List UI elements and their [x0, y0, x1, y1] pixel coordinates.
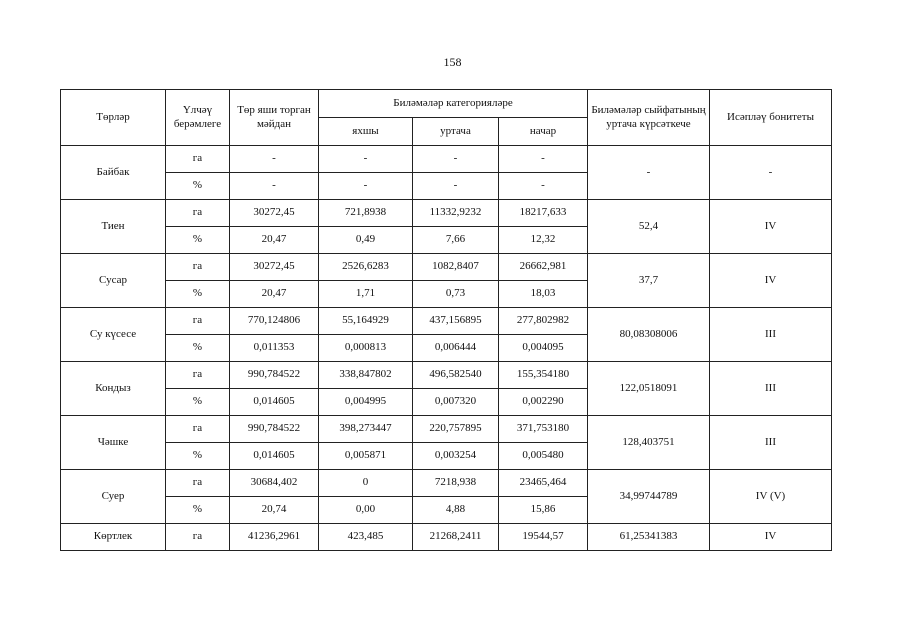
- quality-cell: 122,0518091: [588, 362, 710, 416]
- poor-cell: -: [499, 146, 588, 173]
- area-cell: 770,124806: [230, 308, 319, 335]
- area-cell: 20,74: [230, 497, 319, 524]
- medium-cell: 4,88: [413, 497, 499, 524]
- good-cell: 1,71: [319, 281, 413, 308]
- unit-cell: %: [166, 497, 230, 524]
- bonitet-cell: -: [710, 146, 832, 200]
- good-cell: -: [319, 146, 413, 173]
- unit-cell: %: [166, 443, 230, 470]
- table-row: [61, 146, 832, 173]
- medium-cell: 21268,2411: [413, 524, 499, 551]
- good-cell: 2526,6283: [319, 254, 413, 281]
- quality-cell: 61,25341383: [588, 524, 710, 551]
- unit-cell: %: [166, 227, 230, 254]
- poor-cell: 18217,633: [499, 200, 588, 227]
- area-cell: 20,47: [230, 227, 319, 254]
- area-cell: 990,784522: [230, 416, 319, 443]
- unit-cell: %: [166, 335, 230, 362]
- species-name: Су күсесе: [61, 308, 166, 362]
- medium-cell: 0,007320: [413, 389, 499, 416]
- good-cell: 0: [319, 470, 413, 497]
- table-row: [61, 524, 832, 551]
- area-cell: 41236,2961: [230, 524, 319, 551]
- area-cell: 0,014605: [230, 443, 319, 470]
- poor-cell: 23465,464: [499, 470, 588, 497]
- header-quality: Биләмәләр сыйфатының уртача күрсәткече: [588, 90, 710, 146]
- medium-cell: 0,006444: [413, 335, 499, 362]
- habitat-table: [60, 89, 832, 551]
- good-cell: 0,000813: [319, 335, 413, 362]
- header-bonitet: Исәпләү бонитеты: [710, 90, 832, 146]
- poor-cell: -: [499, 173, 588, 200]
- area-cell: 30272,45: [230, 254, 319, 281]
- bonitet-cell: III: [710, 362, 832, 416]
- table-row: [61, 362, 832, 389]
- good-cell: 398,273447: [319, 416, 413, 443]
- unit-cell: %: [166, 281, 230, 308]
- species-name: Сусар: [61, 254, 166, 308]
- good-cell: 338,847802: [319, 362, 413, 389]
- header-row: [61, 90, 832, 118]
- poor-cell: 0,004095: [499, 335, 588, 362]
- good-cell: 0,00: [319, 497, 413, 524]
- good-cell: 0,004995: [319, 389, 413, 416]
- unit-cell: га: [166, 200, 230, 227]
- header-good: яхшы: [319, 118, 413, 146]
- unit-cell: га: [166, 308, 230, 335]
- species-name: Кондыз: [61, 362, 166, 416]
- area-cell: 0,014605: [230, 389, 319, 416]
- species-name: Чәшке: [61, 416, 166, 470]
- unit-cell: %: [166, 173, 230, 200]
- header-medium: уртача: [413, 118, 499, 146]
- bonitet-cell: IV (V): [710, 470, 832, 524]
- bonitet-cell: IV: [710, 524, 832, 551]
- quality-cell: 128,403751: [588, 416, 710, 470]
- table-row: [61, 308, 832, 335]
- table-row: [61, 470, 832, 497]
- good-cell: 0,005871: [319, 443, 413, 470]
- bonitet-cell: III: [710, 416, 832, 470]
- area-cell: 20,47: [230, 281, 319, 308]
- bonitet-cell: IV: [710, 200, 832, 254]
- header-unit: Үлчәү берәмлеге: [166, 90, 230, 146]
- quality-cell: 37,7: [588, 254, 710, 308]
- area-cell: 30684,402: [230, 470, 319, 497]
- quality-cell: -: [588, 146, 710, 200]
- medium-cell: 220,757895: [413, 416, 499, 443]
- poor-cell: 0,005480: [499, 443, 588, 470]
- species-name: Көртлек: [61, 524, 166, 551]
- medium-cell: 7218,938: [413, 470, 499, 497]
- header-poor: начар: [499, 118, 588, 146]
- area-cell: 990,784522: [230, 362, 319, 389]
- unit-cell: га: [166, 362, 230, 389]
- header-categories: Биләмәләр категорияләре: [319, 90, 588, 118]
- area-cell: -: [230, 173, 319, 200]
- medium-cell: 7,66: [413, 227, 499, 254]
- poor-cell: 26662,981: [499, 254, 588, 281]
- area-cell: 30272,45: [230, 200, 319, 227]
- good-cell: 55,164929: [319, 308, 413, 335]
- unit-cell: га: [166, 470, 230, 497]
- poor-cell: 19544,57: [499, 524, 588, 551]
- medium-cell: 1082,8407: [413, 254, 499, 281]
- area-cell: -: [230, 146, 319, 173]
- unit-cell: га: [166, 146, 230, 173]
- area-cell: 0,011353: [230, 335, 319, 362]
- unit-cell: га: [166, 416, 230, 443]
- poor-cell: 0,002290: [499, 389, 588, 416]
- good-cell: 0,49: [319, 227, 413, 254]
- table-row: [61, 254, 832, 281]
- good-cell: 423,485: [319, 524, 413, 551]
- poor-cell: 18,03: [499, 281, 588, 308]
- bonitet-cell: III: [710, 308, 832, 362]
- unit-cell: га: [166, 524, 230, 551]
- medium-cell: 496,582540: [413, 362, 499, 389]
- page-number: 158: [443, 55, 462, 69]
- poor-cell: 155,354180: [499, 362, 588, 389]
- table-row: [61, 416, 832, 443]
- species-name: Тиен: [61, 200, 166, 254]
- table-row: [61, 200, 832, 227]
- good-cell: -: [319, 173, 413, 200]
- unit-cell: га: [166, 254, 230, 281]
- good-cell: 721,8938: [319, 200, 413, 227]
- bonitet-cell: IV: [710, 254, 832, 308]
- quality-cell: 80,08308006: [588, 308, 710, 362]
- medium-cell: 0,003254: [413, 443, 499, 470]
- medium-cell: 437,156895: [413, 308, 499, 335]
- medium-cell: 11332,9232: [413, 200, 499, 227]
- species-name: Байбак: [61, 146, 166, 200]
- unit-cell: %: [166, 389, 230, 416]
- species-name: Суер: [61, 470, 166, 524]
- medium-cell: -: [413, 173, 499, 200]
- poor-cell: 12,32: [499, 227, 588, 254]
- poor-cell: 371,753180: [499, 416, 588, 443]
- quality-cell: 52,4: [588, 200, 710, 254]
- header-area: Төр яши торган мәйдан: [230, 90, 319, 146]
- table-body: [61, 146, 832, 524]
- medium-cell: 0,73: [413, 281, 499, 308]
- poor-cell: 277,802982: [499, 308, 588, 335]
- medium-cell: -: [413, 146, 499, 173]
- poor-cell: 15,86: [499, 497, 588, 524]
- header-types: Төрләр: [61, 90, 166, 146]
- quality-cell: 34,99744789: [588, 470, 710, 524]
